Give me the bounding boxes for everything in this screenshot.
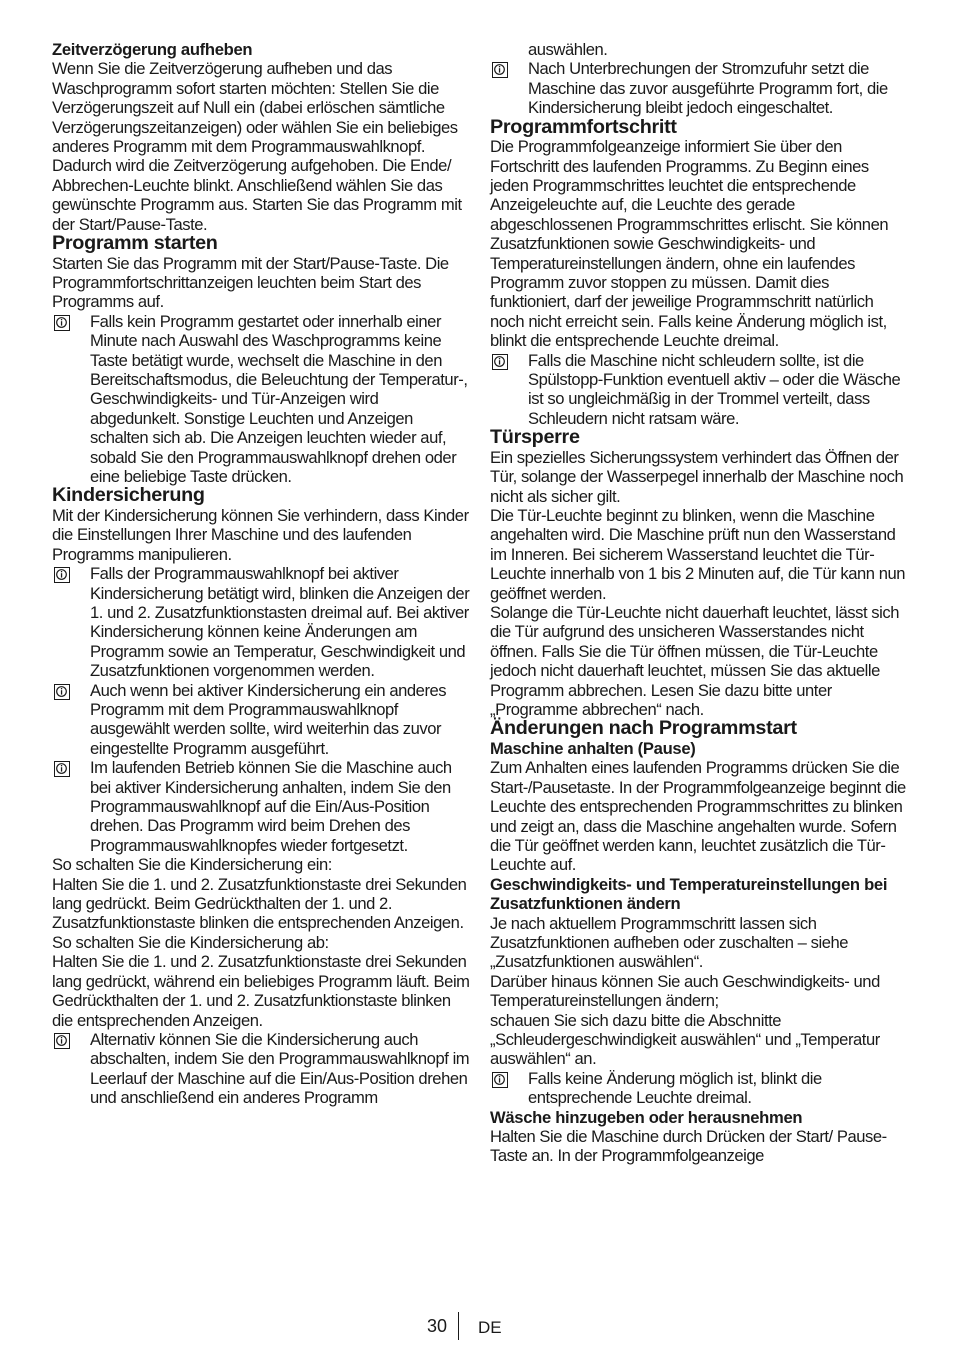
paragraph: Je nach aktuellem Programmschritt lassen sich Zusatzfunktionen aufheben oder zuschalten – siehe „Zusatzfunktionen auswählen“.: [490, 913, 849, 972]
info-icon: [54, 761, 70, 777]
page-footer: [0, 1316, 954, 1340]
paragraph: Halten Sie die 1. und 2. Zusatzfunktionstaste drei Sekunden lang gedrückt, während ein beliebiges Programm läuft. Beim Gedrückthalten der 1. und 2. Zusatzfunktionstaste blinken die entsprechenden Anzeigen.: [52, 952, 470, 1030]
note-text: Nach Unterbrechungen der Stromzufuhr setzt die Maschine das zuvor ausgeführte Programm fort, die Kindersicherung bleibt jedoch eingeschaltet.: [528, 59, 888, 118]
paragraph: Halten Sie die Maschine durch Drücken der Start/ Pause-Taste an. In der Programmfolgeanzeige: [490, 1127, 887, 1166]
info-icon: [492, 1072, 508, 1088]
right-column: [490, 40, 908, 1166]
paragraph: Wenn Sie die Zeitverzögerung aufheben und das Waschprogramm sofort starten möchten: Stellen Sie die Verzögerungszeit auf Null ein (dabei erlöschen sämtliche Verzögerungszeitanzeigen) oder wählen Sie ein beliebiges anderes Programm mit dem Programmauswahlknopf. Dadurch wird die Zeitverzögerung aufgehoben. Die Ende/ Abbrechen-Leuchte blinkt. Anschließend wählen Sie das gewünschte Programm aus. Starten Sie das Programm mit der Start/Pause-Taste.: [52, 59, 462, 234]
page-number: 30: [426, 1316, 447, 1336]
paragraph: Halten Sie die 1. und 2. Zusatzfunktionstaste drei Sekunden lang gedrückt. Beim Gedrückthalten der 1. und 2. Zusatzfunktionstaste blinken die entsprechenden Anzeigen.: [52, 874, 467, 933]
paragraph: Ein spezielles Sicherungssystem verhindert das Öffnen der Tür, solange der Wasserpegel innerhalb der Maschine noch nicht als sicher gilt.: [490, 447, 904, 506]
paragraph: Starten Sie das Programm mit der Start/Pause-Taste. Die Programmfortschrittanzeigen leuchten beim Start des Programms auf.: [52, 253, 449, 312]
subheading-waesche: Wäsche hinzugeben oder herausnehmen: [490, 1107, 803, 1127]
note-text: Auch wenn bei aktiver Kindersicherung ein anderes Programm mit dem Programmauswahlknopf ausgewählt werden sollte, wird weiterhin das zuvor eingestellte Programm ausgeführt.: [90, 680, 447, 758]
info-icon: [54, 684, 70, 700]
heading-tuersperre: Türsperre: [490, 426, 580, 449]
paragraph: auswählen.: [528, 40, 608, 59]
footer-divider: [458, 1312, 459, 1340]
subheading-einstellungen: Geschwindigkeits- und Temperatureinstellungen bei Zusatzfunktionen ändern: [490, 874, 888, 914]
paragraph: Solange die Tür-Leuchte nicht dauerhaft leuchtet, lässt sich die Tür aufgrund des unsicheren Wasserstandes nicht öffnen. Falls Sie die Tür öffnen müssen, die Tür-Leuchte jedoch nicht dauerhaft leuchtet, müssen Sie das aktuelle Programm abbrechen. Lesen Sie dazu bitte unter „Programme abbrechen“ nach.: [490, 602, 900, 719]
paragraph: schauen Sie sich dazu bitte die Abschnitte „Schleudergeschwindigkeit auswählen“ und „Temperatur auswählen“ an.: [490, 1010, 880, 1069]
note-text: Falls kein Programm gestartet oder innerhalb einer Minute nach Auswahl des Waschprogramms keine Taste betätigt wurde, wechselt die Maschine in den Bereitschaftsmodus, die Beleuchtung der Temperatur-, Geschwindigkeits- und Tür-Anzeigen wird abgedunkelt. Sonstige Leuchten und Anzeigen schalten sich ab. Die Anzeigen leuchten wieder auf, sobald Sie den Programmauswahlknopf drehen oder eine beliebige Taste drücken.: [90, 311, 468, 487]
heading-programmfortschritt: Programmfortschritt: [490, 115, 677, 138]
paragraph: So schalten Sie die Kindersicherung ab:: [52, 932, 329, 952]
info-icon: [492, 354, 508, 370]
paragraph: Mit der Kindersicherung können Sie verhindern, dass Kinder die Einstellungen Ihrer Maschine und des laufenden Programms manipulieren.: [52, 505, 469, 564]
subheading-pause: Maschine anhalten (Pause): [490, 738, 696, 758]
heading-zeitverzoegerung: Zeitverzögerung aufheben: [52, 40, 253, 59]
paragraph: Zum Anhalten eines laufenden Programms drücken Sie die Start-/Pausetaste. In der Programmfolgeanzeige beginnt die Leuchte des entsprechenden Programmschrittes zu blinken und zeigt an, dass die Maschine angehalten wurde. Sofern die Tür geöffnet werden kann, leuchtet zusätzlich die Tür-Leuchte auf.: [490, 758, 906, 875]
paragraph: Die Programmfolgeanzeige informiert Sie über den Fortschritt des laufenden Programms. Zu Beginn eines jeden Programmschrittes leuchtet die entsprechende Anzeigeleuchte auf, die Leuchte des gerade abgeschlossenen Programmschrittes erlischt. Sie können Zusatzfunktionen sowie Geschwindigkeits- und Temperatureinstellungen ändern, ohne ein laufendes Programm zuvor stoppen zu müssen. Damit dies funktioniert, darf der jeweilige Programmschritt natürlich noch nicht erreicht sein. Falls keine Änderung möglich ist, blinkt die entsprechende Leuchte dreimal.: [490, 137, 889, 351]
info-icon: [54, 1033, 70, 1049]
heading-aenderungen: Änderungen nach Programmstart: [490, 717, 797, 740]
note-text: Alternativ können Sie die Kindersicherung auch abschalten, indem Sie den Programmauswahlknopf im Leerlauf der Maschine auf die Ein/Aus-Position drehen und anschließend ein anderes Programm: [90, 1029, 470, 1108]
info-icon: [492, 62, 508, 78]
info-note: [490, 59, 908, 117]
note-text: Im laufenden Betrieb können Sie die Maschine auch bei aktiver Kindersicherung anhalten, indem Sie den Programmauswahlknopf auf die Ein/Aus-Position drehen. Das Programm wird beim Drehen des Programmauswahlknopfes wieder fortgesetzt.: [90, 758, 452, 855]
info-note: [52, 1030, 472, 1108]
info-note: [52, 564, 472, 680]
info-note: [52, 681, 472, 759]
paragraph: Darüber hinaus können Sie auch Geschwindigkeits- und Temperatureinstellungen ändern;: [490, 971, 880, 1011]
paragraph: Die Tür-Leuchte beginnt zu blinken, wenn die Maschine angehalten wird. Die Maschine prüft nun den Wasserstand im Inneren. Bei sicherem Wasserstand leuchtet die Tür-Leuchte innerhalb von 1 bis 2 Minuten auf, die Tür kann nun geöffnet werden.: [490, 505, 906, 603]
info-icon: [54, 315, 70, 331]
language-code: DE: [478, 1318, 502, 1337]
info-note: [52, 312, 472, 487]
note-text: Falls der Programmauswahlknopf bei aktiver Kindersicherung betätigt wird, blinken die Anzeigen der 1. und 2. Zusatzfunktionstasten dreimal auf. Bei aktiver Kindersicherung können keine Änderungen am Programm sowie an Temperatur, Geschwindigkeit und Zusatzfunktionen vorgenommen werden.: [90, 564, 470, 681]
left-column: [52, 40, 472, 1108]
heading-programm-starten: Programm starten: [52, 232, 218, 255]
note-text: Falls die Maschine nicht schleudern sollte, ist die Spülstopp-Funktion eventuell aktiv – oder die Wäsche ist so ungleichmäßig in der Trommel verteilt, dass Schleudern nicht ratsam wäre.: [528, 350, 901, 428]
info-icon: [54, 567, 70, 583]
heading-kindersicherung: Kindersicherung: [52, 484, 205, 507]
info-note: [490, 1069, 908, 1108]
note-text: Falls keine Änderung möglich ist, blinkt die entsprechende Leuchte dreimal.: [528, 1068, 822, 1108]
paragraph: So schalten Sie die Kindersicherung ein:: [52, 855, 332, 875]
info-note: [490, 351, 908, 429]
info-note: [52, 758, 472, 855]
